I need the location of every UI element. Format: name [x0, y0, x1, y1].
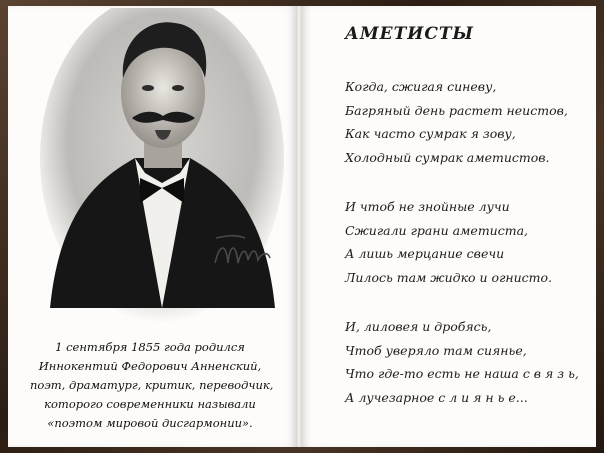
caption-line: Иннокентий Федорович Анненский, — [38, 359, 262, 373]
poem-line: Сжигали грани аметиста, — [345, 222, 529, 238]
book-spine — [296, 6, 302, 447]
poem-line: А лучезарное с л и я н ь е... — [345, 389, 528, 405]
caption-line: «поэтом мировой дисгармонии». — [47, 416, 253, 430]
poem-stanza-3 — [345, 315, 595, 409]
poem-line: Чтоб уверяло там сиянье, — [345, 342, 527, 358]
biography-caption — [30, 338, 274, 433]
poem-line: И чтоб не знойные лучи — [345, 199, 510, 214]
caption-line: которого современники называли — [44, 397, 256, 411]
poem-line: Когда, сжигая синеву, — [345, 79, 497, 94]
poem-line: Как часто сумрак я зову, — [345, 126, 516, 141]
poem-line: А лишь мерцание свечи — [345, 246, 505, 261]
poem-line: Что где-то есть не наша с в я з ь, — [345, 366, 579, 381]
caption-line: 1 сентября 1855 года родился — [55, 340, 245, 354]
poem-line: Лилось там жидко и огнисто. — [345, 269, 553, 285]
poem-stanza-2 — [345, 195, 595, 289]
poem-line: Багряный день растет неистов, — [345, 102, 568, 118]
poem-line: И, лиловея и дробясь, — [345, 319, 492, 334]
poem-stanza-1 — [345, 75, 595, 169]
caption-line: поэт, драматург, критик, переводчик, — [30, 378, 274, 392]
portrait-photo — [40, 8, 285, 326]
poem-title: АМЕТИСТЫ — [345, 24, 474, 44]
poem-line: Холодный сумрак аметистов. — [345, 149, 550, 165]
